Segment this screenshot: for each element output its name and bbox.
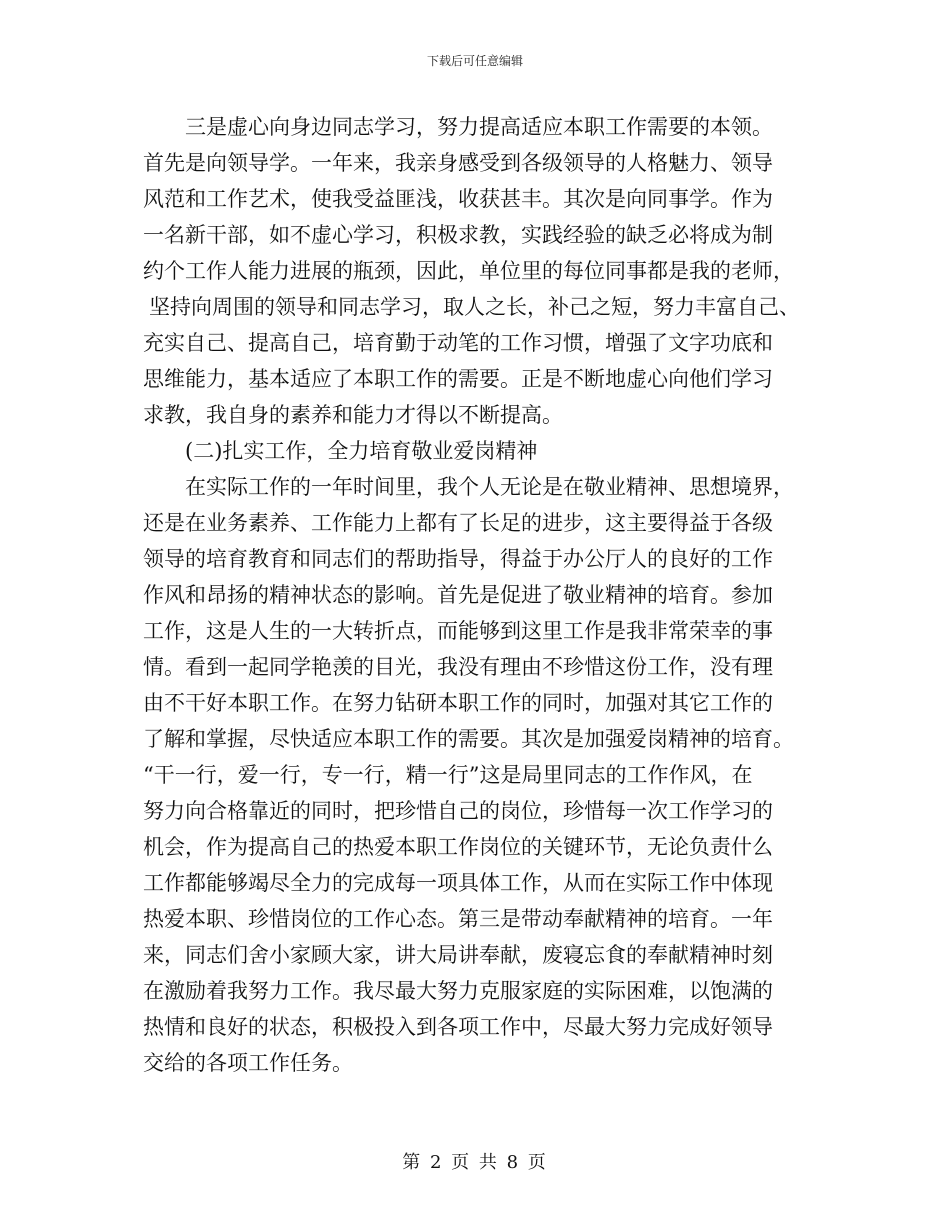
body-line: 情。看到一起同学艳羡的目光，我没有理由不珍惜这份工作，没有理 — [143, 655, 773, 679]
page-number: 第 2 页 共 8 页 — [402, 1152, 548, 1173]
body-line: 求教，我自身的素养和能力才得以不断提高。 — [143, 403, 563, 427]
body-line: 三是虚心向身边同志学习，努力提高适应本职工作需要的本领。 — [185, 115, 773, 139]
body-line: 在实际工作的一年时间里，我个人无论是在敬业精神、思想境界， — [185, 475, 794, 499]
body-line: 一名新干部，如不虚心学习，积极求教，实践经验的缺乏必将成为制 — [143, 223, 773, 247]
body-line: 风范和工作艺术，使我受益匪浅，收获甚丰。其次是向同事学。作为 — [143, 187, 773, 211]
body-line: 工作都能够竭尽全力的完成每一项具体工作，从而在实际工作中体现 — [143, 871, 773, 895]
body-line: 由不干好本职工作。在努力钻研本职工作的同时，加强对其它工作的 — [143, 691, 773, 715]
body-line: 热情和良好的状态，积极投入到各项工作中，尽最大努力完成好领导 — [143, 1015, 773, 1039]
body-line: 了解和掌握，尽快适应本职工作的需要。其次是加强爱岗精神的培育。 — [143, 727, 794, 751]
section-heading: (二)扎实工作，全力培育敬业爱岗精神 — [185, 439, 538, 463]
body-line: 在激励着我努力工作。我尽最大努力克服家庭的实际困难，以饱满的 — [143, 979, 773, 1003]
body-line: 思维能力，基本适应了本职工作的需要。正是不断地虚心向他们学习 — [143, 367, 773, 391]
body-line: 机会，作为提高自己的热爱本职工作岗位的关键环节，无论负责什么 — [143, 835, 773, 859]
body-line: 还是在业务素养、工作能力上都有了长足的进步，这主要得益于各级 — [143, 511, 773, 535]
body-line: 坚持向周围的领导和同志学习，取人之长，补己之短，努力丰富自己、 — [149, 295, 800, 319]
body-line: 充实自己、提高自己，培育勤于动笔的工作习惯，增强了文字功底和 — [143, 331, 773, 355]
body-line: 工作，这是人生的一大转折点，而能够到这里工作是我非常荣幸的事 — [143, 619, 773, 643]
page-header: 下载后可任意编辑 — [426, 54, 523, 68]
body-line: 约个工作人能力进展的瓶颈，因此，单位里的每位同事都是我的老师， — [143, 259, 794, 283]
document-body — [143, 109, 823, 1081]
body-line: 作风和昂扬的精神状态的影响。首先是促进了敬业精神的培育。参加 — [143, 583, 773, 607]
body-line: 来，同志们舍小家顾大家，讲大局讲奉献，废寝忘食的奉献精神时刻 — [143, 943, 773, 967]
body-line: 交给的各项工作任务。 — [143, 1051, 353, 1075]
body-line: 努力向合格靠近的同时，把珍惜自己的岗位，珍惜每一次工作学习的 — [143, 799, 773, 823]
body-line: 领导的培育教育和同志们的帮助指导，得益于办公厅人的良好的工作 — [143, 547, 773, 571]
body-line: 首先是向领导学。一年来，我亲身感受到各级领导的人格魅力、领导 — [143, 151, 773, 175]
body-line: 热爱本职、珍惜岗位的工作心态。第三是带动奉献精神的培育。一年 — [143, 907, 773, 931]
body-line: “干一行，爱一行，专一行，精一行”这是局里同志的工作作风，在 — [143, 763, 753, 787]
